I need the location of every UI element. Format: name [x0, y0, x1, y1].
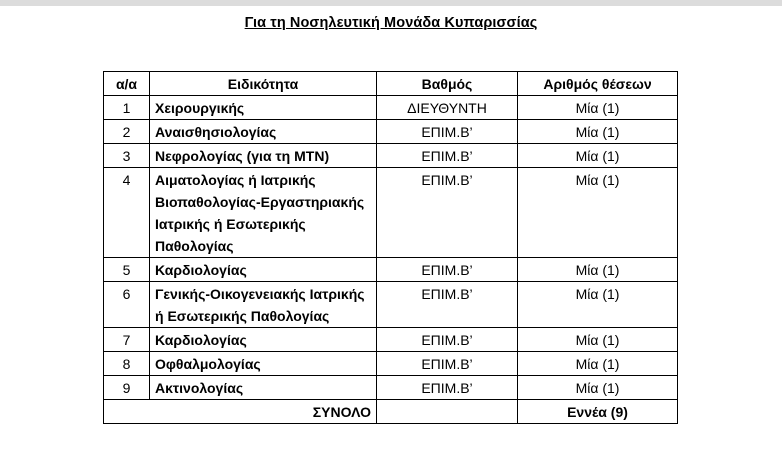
- row-specialty: Καρδιολογίας: [150, 258, 377, 282]
- table-row: [104, 352, 678, 376]
- table-row: [104, 96, 678, 120]
- header-grade: Βαθμός: [377, 72, 518, 96]
- table-row: [104, 328, 678, 352]
- header-specialty: Ειδικότητα: [150, 72, 377, 96]
- table-row: [104, 144, 678, 168]
- row-number: 5: [104, 258, 150, 282]
- total-row: [104, 400, 678, 424]
- table-row: [104, 258, 678, 282]
- row-specialty: Ακτινολογίας: [150, 376, 377, 400]
- row-number: 1: [104, 96, 150, 120]
- document-title: Για τη Νοσηλευτική Μονάδα Κυπαρισσίας: [244, 15, 538, 31]
- row-grade: ΕΠΙΜ.Β’: [377, 352, 518, 376]
- total-label: ΣΥΝΟΛΟ: [104, 400, 377, 424]
- total-empty-cell: [377, 400, 518, 424]
- row-seats: Μία (1): [518, 96, 678, 120]
- top-border: [0, 0, 782, 6]
- row-seats: Μία (1): [518, 144, 678, 168]
- row-number: 9: [104, 376, 150, 400]
- row-grade: ΕΠΙΜ.Β’: [377, 168, 518, 258]
- table-row: [104, 168, 678, 258]
- row-specialty: Οφθαλμολογίας: [150, 352, 377, 376]
- row-specialty: Γενικής-Οικογενειακής Ιατρικής ή Εσωτερικής Παθολογίας: [150, 282, 377, 328]
- row-grade: ΕΠΙΜ.Β’: [377, 258, 518, 282]
- positions-table: [103, 71, 678, 424]
- table-row: [104, 376, 678, 400]
- row-grade: ΔΙΕΥΘΥΝΤΗ: [377, 96, 518, 120]
- row-grade: ΕΠΙΜ.Β’: [377, 120, 518, 144]
- row-number: 8: [104, 352, 150, 376]
- row-number: 4: [104, 168, 150, 258]
- row-seats: Μία (1): [518, 328, 678, 352]
- table-row: [104, 282, 678, 328]
- row-number: 6: [104, 282, 150, 328]
- row-grade: ΕΠΙΜ.Β’: [377, 144, 518, 168]
- total-value: Εννέα (9): [518, 400, 678, 424]
- row-specialty: Αιματολογίας ή Ιατρικής Βιοπαθολογίας-Εργαστηριακής Ιατρικής ή Εσωτερικής Παθολογίας: [150, 168, 377, 258]
- row-seats: Μία (1): [518, 120, 678, 144]
- row-number: 2: [104, 120, 150, 144]
- row-grade: ΕΠΙΜ.Β’: [377, 328, 518, 352]
- row-seats: Μία (1): [518, 258, 678, 282]
- row-seats: Μία (1): [518, 168, 678, 258]
- row-specialty: Νεφρολογίας (για τη ΜΤΝ): [150, 144, 377, 168]
- row-seats: Μία (1): [518, 282, 678, 328]
- row-specialty: Χειρουργικής: [150, 96, 377, 120]
- row-number: 7: [104, 328, 150, 352]
- row-grade: ΕΠΙΜ.Β’: [377, 282, 518, 328]
- header-no: α/α: [104, 72, 150, 96]
- row-seats: Μία (1): [518, 352, 678, 376]
- row-number: 3: [104, 144, 150, 168]
- table-header-row: [104, 72, 678, 96]
- row-specialty: Καρδιολογίας: [150, 328, 377, 352]
- header-seats: Αριθμός θέσεων: [518, 72, 678, 96]
- row-specialty: Αναισθησιολογίας: [150, 120, 377, 144]
- row-seats: Μία (1): [518, 376, 678, 400]
- row-grade: ΕΠΙΜ.Β’: [377, 376, 518, 400]
- table-row: [104, 120, 678, 144]
